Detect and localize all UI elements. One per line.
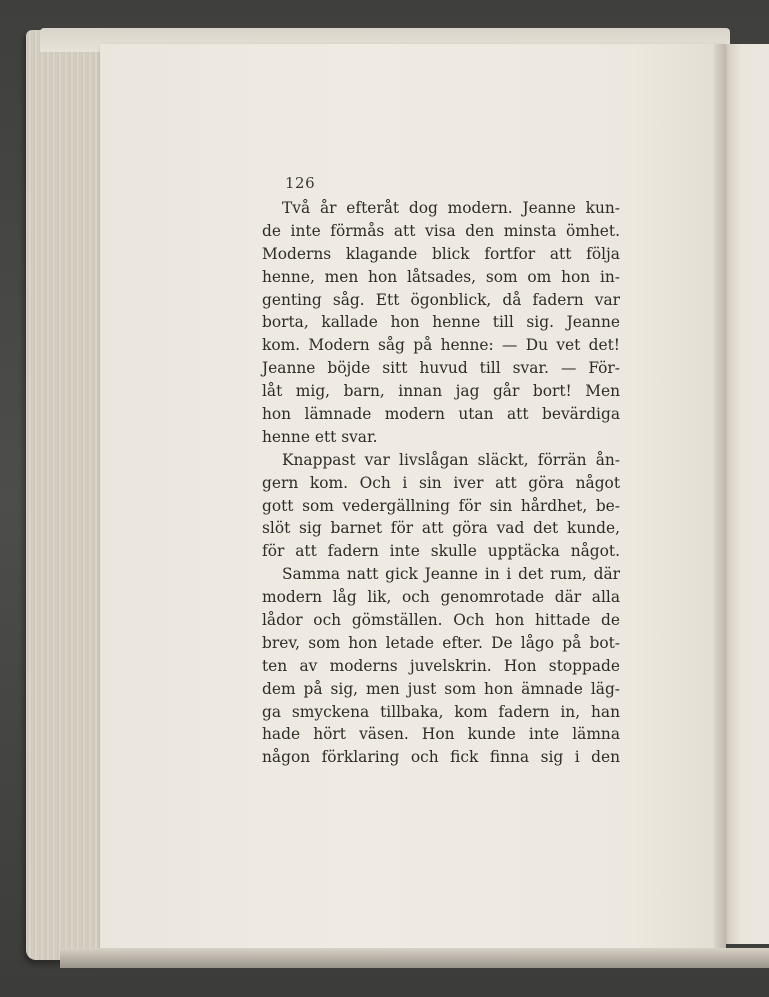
text-line: Två år efteråt dog modern. Jeanne kun- bbox=[282, 199, 620, 217]
text-line: hade hört väsen. Hon kunde inte lämna bbox=[262, 725, 620, 744]
text-line: henne ett svar. bbox=[262, 427, 378, 446]
text-line: de inte förmås att visa den minsta ömhet. bbox=[262, 221, 620, 240]
text-line: kom. Modern såg på henne: — Du vet det! bbox=[262, 336, 620, 355]
text-line: låt mig, barn, innan jag går bort! Men bbox=[262, 382, 620, 401]
page-bottom-edge bbox=[60, 948, 769, 968]
text-line: Knappast var livslågan släckt, förrän ån- bbox=[282, 450, 620, 469]
facing-page bbox=[724, 44, 769, 944]
text-line: Moderns klagande blick fortfor att följa bbox=[262, 244, 620, 263]
page-number: 126 bbox=[285, 174, 316, 192]
text-line: slöt sig barnet för att göra vad det kunde, bbox=[262, 519, 620, 538]
body-text bbox=[262, 197, 620, 769]
text-line: Jeanne böjde sitt huvud till svar. — För- bbox=[262, 359, 620, 378]
text-line: borta, kallade hon henne till sig. Jeanne bbox=[262, 313, 620, 332]
text-line: dem på sig, men just som hon ämnade läg- bbox=[262, 679, 620, 698]
text-line: gott som vedergällning för sin hårdhet, be- bbox=[262, 496, 620, 515]
text-line: henne, men hon låtsades, som om hon in- bbox=[262, 267, 620, 286]
text-line: genting såg. Ett ögonblick, då fadern var bbox=[262, 290, 620, 309]
text-line: modern låg lik, och genomrotade där alla bbox=[262, 588, 620, 607]
text-line: ga smyckena tillbaka, kom fadern in, han bbox=[262, 702, 620, 721]
text-line: brev, som hon letade efter. De lågo på bot- bbox=[262, 633, 620, 652]
text-line: Samma natt gick Jeanne in i det rum, där bbox=[282, 565, 620, 584]
text-line: någon förklaring och fick finna sig i den bbox=[262, 748, 620, 767]
page-edges-left bbox=[26, 30, 106, 960]
text-line: ten av moderns juvelskrin. Hon stoppade bbox=[262, 656, 620, 675]
book-gutter bbox=[714, 44, 726, 950]
text-line: hon lämnade modern utan att bevärdiga bbox=[262, 405, 620, 424]
text-line: lådor och gömställen. Och hon hittade de bbox=[262, 611, 620, 630]
text-line: gern kom. Och i sin iver att göra något bbox=[262, 473, 620, 492]
text-line: för att fadern inte skulle upptäcka något. bbox=[262, 542, 620, 561]
